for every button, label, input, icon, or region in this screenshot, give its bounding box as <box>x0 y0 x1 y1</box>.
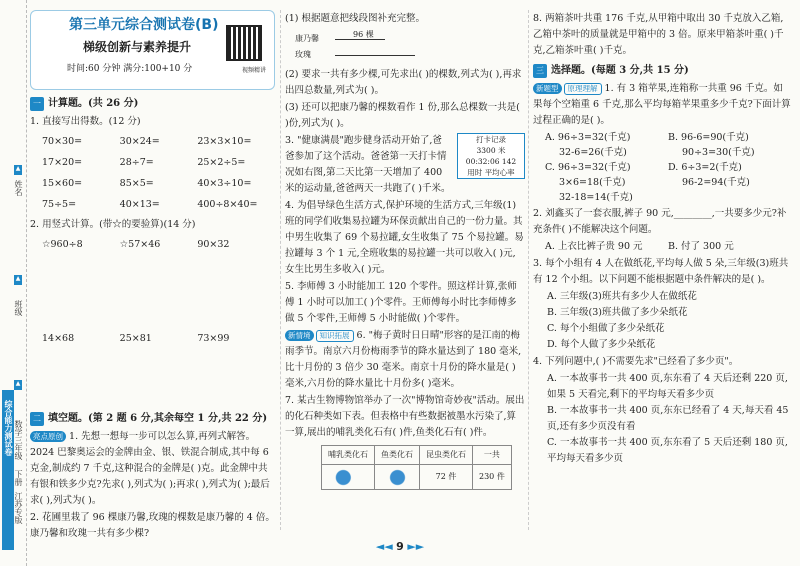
card-title: 打卡记录 <box>476 135 506 144</box>
question: (3) 还可以把康乃馨的棵数看作 1 份,那么总棵数一共是( )份,列式为( )。 <box>285 102 520 129</box>
diagram-value: 96 棵 <box>353 30 374 39</box>
column-1 <box>30 10 275 543</box>
badge: 原理理解 <box>564 83 602 95</box>
section-title: 填空题。(第 2 题 6 分,其余每空 1 分,共 22 分) <box>48 413 268 424</box>
fossil-table <box>321 445 512 490</box>
table-header: 一共 <box>473 446 512 465</box>
question-text: 3. "健康满晨"跑步健身活动开始了,爸爸参加了这个活动。爸爸第一天打卡情况如右图,第二天比第一天增加了 400 米的运动量,爸爸两天一共跑了( )千米。 <box>285 135 451 194</box>
section-title: 计算题。(共 26 分) <box>48 98 139 109</box>
oral-calc-item: 40×13= <box>119 199 160 210</box>
vertical-calc-row <box>42 237 275 253</box>
card-label: 平均心率 <box>484 168 515 177</box>
option[interactable]: A. 一本故事书一共 400 页,东东看了 4 天后还剩 220 页,如果 5 天看完,剩下的平均每天看多少页 <box>547 373 788 400</box>
question: 1. 直接写出得数。(12 分) <box>30 116 141 127</box>
section-header <box>30 96 275 112</box>
question: 7. 某古生物博物馆举办了一次"博物馆奇妙夜"活动。展出的化石种类如下表。但表格中有些数据被墨水污染了,算一算,展出的哺乳类化石有( )件,鱼类化石有( )件。 <box>285 395 525 438</box>
line-segment-diagram <box>295 31 525 63</box>
prev-page-icon[interactable]: ◄◄ <box>375 540 393 553</box>
spine-grade: 数学三年级 <box>14 420 23 460</box>
option-grid <box>545 130 791 205</box>
section-header <box>30 411 275 427</box>
oral-calc-item: 400÷8×40= <box>197 199 258 210</box>
option[interactable]: D. 每个人做了多少朵纸花 <box>547 339 656 350</box>
section-header <box>533 63 791 79</box>
option: 3×6=18(千克) <box>559 177 626 188</box>
calc-item: 73×99 <box>197 333 230 344</box>
run-record-card <box>457 133 525 179</box>
option[interactable]: A. 三年级(3)班共有多少人在做纸花 <box>547 291 697 302</box>
spine-mark: ▲ <box>14 275 22 285</box>
title-box <box>30 10 275 90</box>
table-header: 哺乳类化石 <box>322 446 375 465</box>
page-subtitle: 梯级创新与素养提升 <box>83 40 192 54</box>
option[interactable]: B. 一本故事书一共 400 页,东东已经看了 4 天,每天看 45 页,还有多少页没有看 <box>547 405 789 432</box>
spine-series: 综合能力测试卷 <box>4 400 13 456</box>
page-footer <box>0 540 800 553</box>
option[interactable]: B. 付了 300 元 <box>668 241 734 252</box>
section-tag: 三 <box>533 64 547 78</box>
table-cell: 72 件 <box>420 465 473 490</box>
spine-mark: ▲ <box>14 165 22 175</box>
question-text: 1. 先想一想每一步可以怎么算,再列式解答。2024 巴黎奥运会的金牌由金、银、铁混合制成,其中每 6 克金,制成约 7 千克,这种混合的金牌是( )克。此金牌中共有银和铁多少克?先求( ),列式为( );再求( ),列式为( );最后求( ),列式为( )。 <box>30 431 270 506</box>
question: 3. 每个小组有 4 人在做纸花,平均每人做 5 朵,三年级(3)班共有 12 个小组。以下问题不能根据题中条件解决的是( )。 <box>533 258 789 285</box>
card-distance: 3300 米 <box>476 146 506 155</box>
option[interactable]: B. 三年级(3)班共做了多少朵纸花 <box>547 307 688 318</box>
option[interactable]: B. 96-6=90(千克) <box>668 132 749 143</box>
question <box>285 328 525 392</box>
work-space[interactable] <box>30 257 275 327</box>
exam-meta: 时间:60 分钟 满分:100+10 分 <box>67 64 193 74</box>
oral-calc-item: 85×5= <box>119 178 154 189</box>
work-space[interactable] <box>30 351 275 407</box>
question: 5. 李师傅 3 小时能加工 120 个零件。照这样计算,张师傅 1 小时可以加工( )个零件。王师傅每小时比李师傅多做 5 个零件,王师傅 5 小时能做( )个零件。 <box>285 281 517 324</box>
option[interactable]: C. 每个小组做了多少朵纸花 <box>547 323 665 334</box>
calc-item: ☆57×46 <box>119 239 161 250</box>
question: 8. 两箱茶叶共重 176 千克,从甲箱中取出 30 千克放入乙箱,乙箱中茶叶的质量就是甲箱中的 3 倍。原来甲箱茶叶重( )千克,乙箱茶叶重( )千克。 <box>533 13 784 56</box>
card-time: 00:32:06 <box>465 157 500 166</box>
oral-calc-item: 30×24= <box>119 136 160 147</box>
question: 2. 花圃里栽了 96 棵康乃馨,玫瑰的棵数是康乃馨的 4 倍。康乃馨和玫瑰一共有多少棵? <box>30 512 275 539</box>
question: 2. 用竖式计算。(带☆的要验算)(14 分) <box>30 219 196 230</box>
oral-calc-item: 28÷7= <box>119 157 154 168</box>
calc-item: ☆960÷8 <box>42 239 83 250</box>
card-stats <box>458 156 524 167</box>
calc-item: 90×32 <box>197 239 230 250</box>
question <box>533 81 791 129</box>
page-title: 第三单元综合测试卷(B) <box>69 17 219 33</box>
question <box>285 133 525 197</box>
spine <box>0 0 27 566</box>
qr-label: 视频精讲 <box>241 67 266 74</box>
diagram-bar <box>335 39 385 40</box>
oral-calc-item: 70×30= <box>42 136 83 147</box>
table-header: 昆虫类化石 <box>420 446 473 465</box>
option[interactable]: C. 一本故事书一共 400 页,东东看了 5 天后还剩 180 页,平均每天看多少页 <box>547 437 788 464</box>
diagram-label: 玫瑰 <box>295 50 311 59</box>
oral-calc-grid <box>42 134 275 213</box>
question: 4. 为倡导绿色生活方式,保护环境的生活方式,三年级(1)班的同学们收集易拉罐为环保贡献出自己的一份力量。其中男生收集了 69 个易拉罐,女生收集了 75 个易拉罐。易拉罐每 3 个 1 元,全班收集的易拉罐一共可以收入( )元,女生比男生多收入( )元。 <box>285 200 524 275</box>
option: 32-18=14(千克) <box>559 192 633 203</box>
option <box>668 190 791 205</box>
question-text: 6. "梅子黄时日日晴"形容的是江南的梅雨季节。南京六月份梅雨季节的降水量达到了 180 毫米,比十月份的 3 倍少 30 毫米。南京十月份的降水量是( )毫米,六月份的降水量比十月份多( )毫米。 <box>285 330 522 389</box>
question <box>30 429 275 509</box>
table-cell: 230 件 <box>473 465 512 490</box>
oral-calc-item: 17×20= <box>42 157 83 168</box>
calc-item: 25×81 <box>119 333 152 344</box>
qr-code-icon[interactable] <box>226 25 262 61</box>
diagram-bar <box>335 55 415 56</box>
table-header: 鱼类化石 <box>375 446 420 465</box>
column-divider <box>280 10 281 530</box>
spine-class-label: 班级 <box>14 300 23 316</box>
badge: 知识拓展 <box>316 330 354 342</box>
oral-calc-item: 15×60= <box>42 178 83 189</box>
badge: 亮点原创 <box>30 431 66 442</box>
section-tag: 二 <box>30 412 44 426</box>
ink-blot-cell <box>375 465 420 490</box>
badge: 新题型 <box>533 83 562 94</box>
spine-term: 下册 <box>14 470 23 486</box>
question: 2. 刘鑫买了一套衣服,裤子 90 元,________,一共要多少元?补充条件( )不能解决这个问题。 <box>533 208 787 235</box>
ink-blot-cell <box>322 465 375 490</box>
column-3 <box>533 10 791 467</box>
page-number: 9 <box>396 540 404 553</box>
column-2 <box>285 10 525 490</box>
oral-calc-item: 40×3÷10= <box>197 178 252 189</box>
spine-name-label: 姓名 <box>14 180 23 196</box>
section-title: 选择题。(每题 3 分,共 15 分) <box>551 65 689 76</box>
question: 4. 下列问题中,( )不需要先求"已经看了多少页"。 <box>533 356 739 367</box>
diagram-label: 康乃馨 <box>295 34 319 43</box>
option-row <box>545 239 791 255</box>
option[interactable]: A. 96÷3=32(千克) <box>545 132 631 143</box>
option: 90÷3=30(千克) <box>682 147 755 158</box>
oral-calc-item: 25×2÷5= <box>197 157 246 168</box>
calc-item: 14×68 <box>42 333 75 344</box>
column-divider <box>528 10 529 530</box>
vertical-calc-row <box>42 331 275 347</box>
next-page-icon[interactable]: ►► <box>407 540 425 553</box>
spine-edition: 江苏专版 <box>14 492 23 524</box>
badge: 新情境 <box>285 330 314 341</box>
card-labels <box>458 167 524 178</box>
option: 96-2=94(千克) <box>682 177 750 188</box>
spine-mark: ▲ <box>14 380 22 390</box>
question: (1) 根据题意把线段图补充完整。 <box>285 13 425 24</box>
card-label: 用时 <box>467 168 483 177</box>
card-pace: 142 <box>501 157 517 166</box>
question-text: 1. 有 3 箱苹果,连箱称一共重 96 千克。如果每个空箱重 6 千克,那么平均每箱苹果重多少千克?下面计算过程正确的是( )。 <box>533 83 791 126</box>
oral-calc-item: 75÷5= <box>42 199 77 210</box>
section-tag: 一 <box>30 97 44 111</box>
option: 32-6=26(千克) <box>559 147 627 158</box>
option[interactable]: A. 上衣比裤子贵 90 元 <box>545 241 643 252</box>
option[interactable]: C. 96÷3=32(千克) <box>545 162 631 173</box>
option[interactable]: D. 6÷3=2(千克) <box>668 162 742 173</box>
question: (2) 要求一共有多少棵,可先求出( )的棵数,列式为( ),再求出四总数量,列式为( )。 <box>285 69 522 96</box>
oral-calc-item: 23×3×10= <box>197 136 252 147</box>
